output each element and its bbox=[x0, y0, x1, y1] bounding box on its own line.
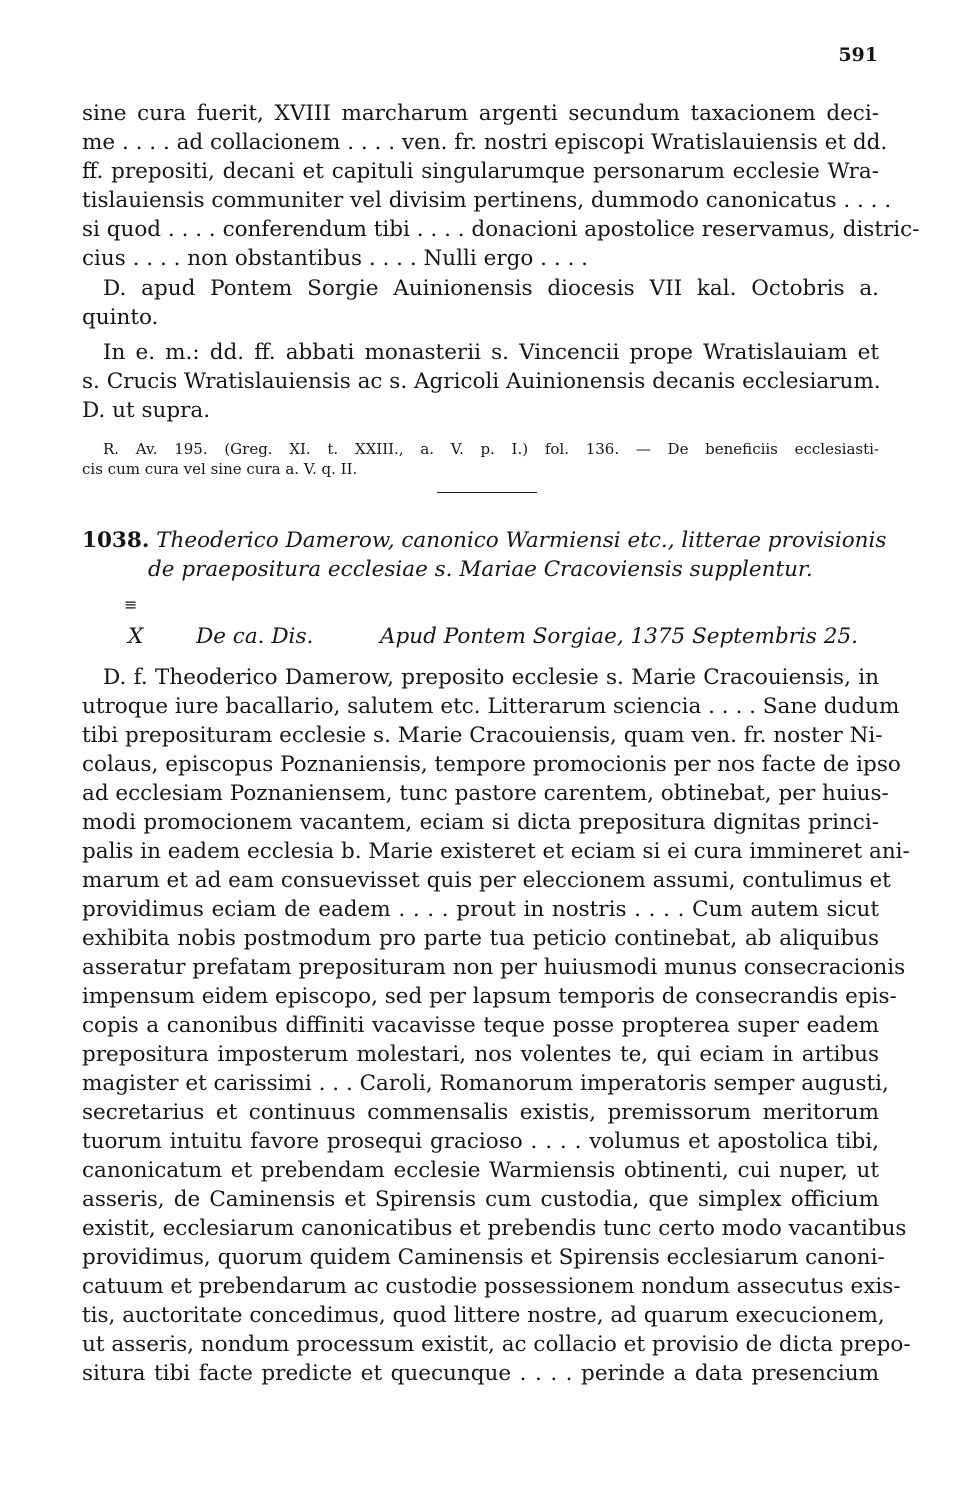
text-line: copis a canonibus diffiniti vacavisse teque posse propterea super eadem bbox=[82, 1013, 879, 1038]
text-line: situra tibi facte predicte et quecunque . . . . perinde a data presencium bbox=[82, 1361, 879, 1386]
text-line: existit, ecclesiarum canonicatibus et prebendis tunc certo modo vacantibus bbox=[82, 1216, 907, 1241]
text-line: s. Crucis Wratislauiensis ac s. Agricoli Auinionensis decanis ecclesiarum. bbox=[82, 369, 881, 394]
text-line: R. Av. 195. (Greg. XI. t. XXIII., a. V. p. I.) fol. 136. — De beneficiis ecclesiasti- bbox=[103, 440, 879, 458]
text-line: providimus eciam de eadem . . . . prout in nostris . . . . Cum autem sicut bbox=[82, 897, 879, 922]
signature-mark: ≡ bbox=[124, 595, 138, 614]
text-line: colaus, episcopus Poznaniensis, tempore promocionis per nos facte de ipso bbox=[82, 752, 901, 777]
text-line: modi promocionem vacantem, eciam si dicta prepositura dignitas princi- bbox=[82, 810, 879, 835]
text-line: utroque iure bacallario, salutem etc. Litterarum sciencia . . . . Sane dudum bbox=[82, 694, 900, 719]
register-mark: X bbox=[128, 624, 144, 649]
entry-title-line bbox=[82, 526, 887, 555]
text-line: tislauiensis communiter vel divisim pertinens, dummodo canonicatus . . . . bbox=[82, 188, 892, 213]
text-line: palis in eadem ecclesia b. Marie existeret et eciam si ei cura immineret ani- bbox=[82, 839, 910, 864]
dating-clause bbox=[82, 274, 879, 332]
text-line: tuorum intuitu favore prosequi gracioso . . . . volumus et apostolica tibi, bbox=[82, 1129, 879, 1154]
text-line: si quod . . . . conferendum tibi . . . . donacioni apostolice reservamus, distric- bbox=[82, 217, 920, 242]
text-line: sine cura fuerit, XVIII marcharum argenti secundum taxacionem deci- bbox=[82, 101, 879, 126]
entry-number: 1038. bbox=[82, 528, 150, 553]
text-line: impensum eidem episcopo, sed per lapsum temporis de consecrandis epis- bbox=[82, 984, 897, 1009]
text-line: asseris, de Caminensis et Spirensis cum custodia, que simplex officium bbox=[82, 1187, 879, 1212]
text-line: me . . . . ad collacionem . . . . ven. fr. nostri episcopi Wratislauiensis et dd. bbox=[82, 130, 888, 155]
text-line: D. apud Pontem Sorgie Auinionensis diocesis VII kal. Octobris a. bbox=[103, 276, 879, 301]
text-line: ad ecclesiam Poznaniensem, tunc pastore carentem, obtinebat, per huius- bbox=[82, 781, 889, 806]
entry-title: Theoderico Damerow, canonico Warmiensi etc., litterae provisionis bbox=[156, 528, 887, 553]
text-line: exhibita nobis postmodum pro parte tua peticio continebat, ab aliquibus bbox=[82, 926, 879, 951]
source-note bbox=[82, 439, 879, 479]
text-line: tis, auctoritate concedimus, quod littere nostre, ad quarum execucionem, bbox=[82, 1303, 885, 1328]
text-line: secretarius et continuus commensalis existis, premissorum meritorum bbox=[82, 1100, 879, 1125]
text-line: asseratur prefatam prepositurаm non per huiusmodi munus consecracionis bbox=[82, 955, 906, 980]
text-line: canonicatum et prebendam ecclesie Warmiensis obtinenti, cui nuper, ut bbox=[82, 1158, 879, 1183]
continuation-paragraph bbox=[82, 99, 920, 273]
text-line: quinto. bbox=[82, 305, 159, 330]
text-line: providimus, quorum quidem Caminensis et Spirensis ecclesiarum canoni- bbox=[82, 1245, 885, 1270]
executors-clause bbox=[82, 338, 879, 425]
text-line: In e. m.: dd. ff. abbati monasterii s. Vincencii prope Wratislauiam et bbox=[103, 340, 879, 365]
letter-body bbox=[82, 663, 911, 1388]
entry-meta bbox=[128, 622, 858, 651]
text-line: D. ut supra. bbox=[82, 398, 211, 423]
text-line: tibi prepositurаm ecclesie s. Marie Cracouiensis, quam ven. fr. noster Ni- bbox=[82, 723, 883, 748]
place-date: Apud Pontem Sorgiae, 1375 Septembris 25. bbox=[380, 624, 858, 649]
text-line: cis cum cura vel sine cura a. V. q. II. bbox=[82, 460, 358, 478]
office-note: De ca. Dis. bbox=[196, 624, 314, 649]
text-line: ff. prepositi, decani et capituli singularumque personarum ecclesie Wra- bbox=[82, 159, 879, 184]
text-line: ut asseris, nondum processum existit, ac collacio et provisio de dicta prepo- bbox=[82, 1332, 911, 1357]
section-divider bbox=[437, 492, 537, 493]
entry-heading bbox=[82, 526, 887, 584]
text-line: prepositura imposterum molestari, nos volentes te, qui eciam in artibus bbox=[82, 1042, 879, 1067]
page-number: 591 bbox=[838, 44, 878, 66]
text-line: magister et carissimi . . . Caroli, Romanorum imperatoris semper augusti, bbox=[82, 1071, 889, 1096]
text-line: marum et ad eam consuevisset quis per eleccionem assumi, contulimus et bbox=[82, 868, 891, 893]
text-line: D. f. Theoderico Damerow, preposito ecclesie s. Marie Cracouiensis, in bbox=[103, 665, 879, 690]
text-line: cius . . . . non obstantibus . . . . Nulli ergo . . . . bbox=[82, 246, 588, 271]
text-line: catuum et prebendarum ac custodie possessionem nondum assecutus exis- bbox=[82, 1274, 901, 1299]
entry-title-line: de praepositura ecclesiae s. Mariae Cracoviensis supplentur. bbox=[148, 557, 813, 582]
